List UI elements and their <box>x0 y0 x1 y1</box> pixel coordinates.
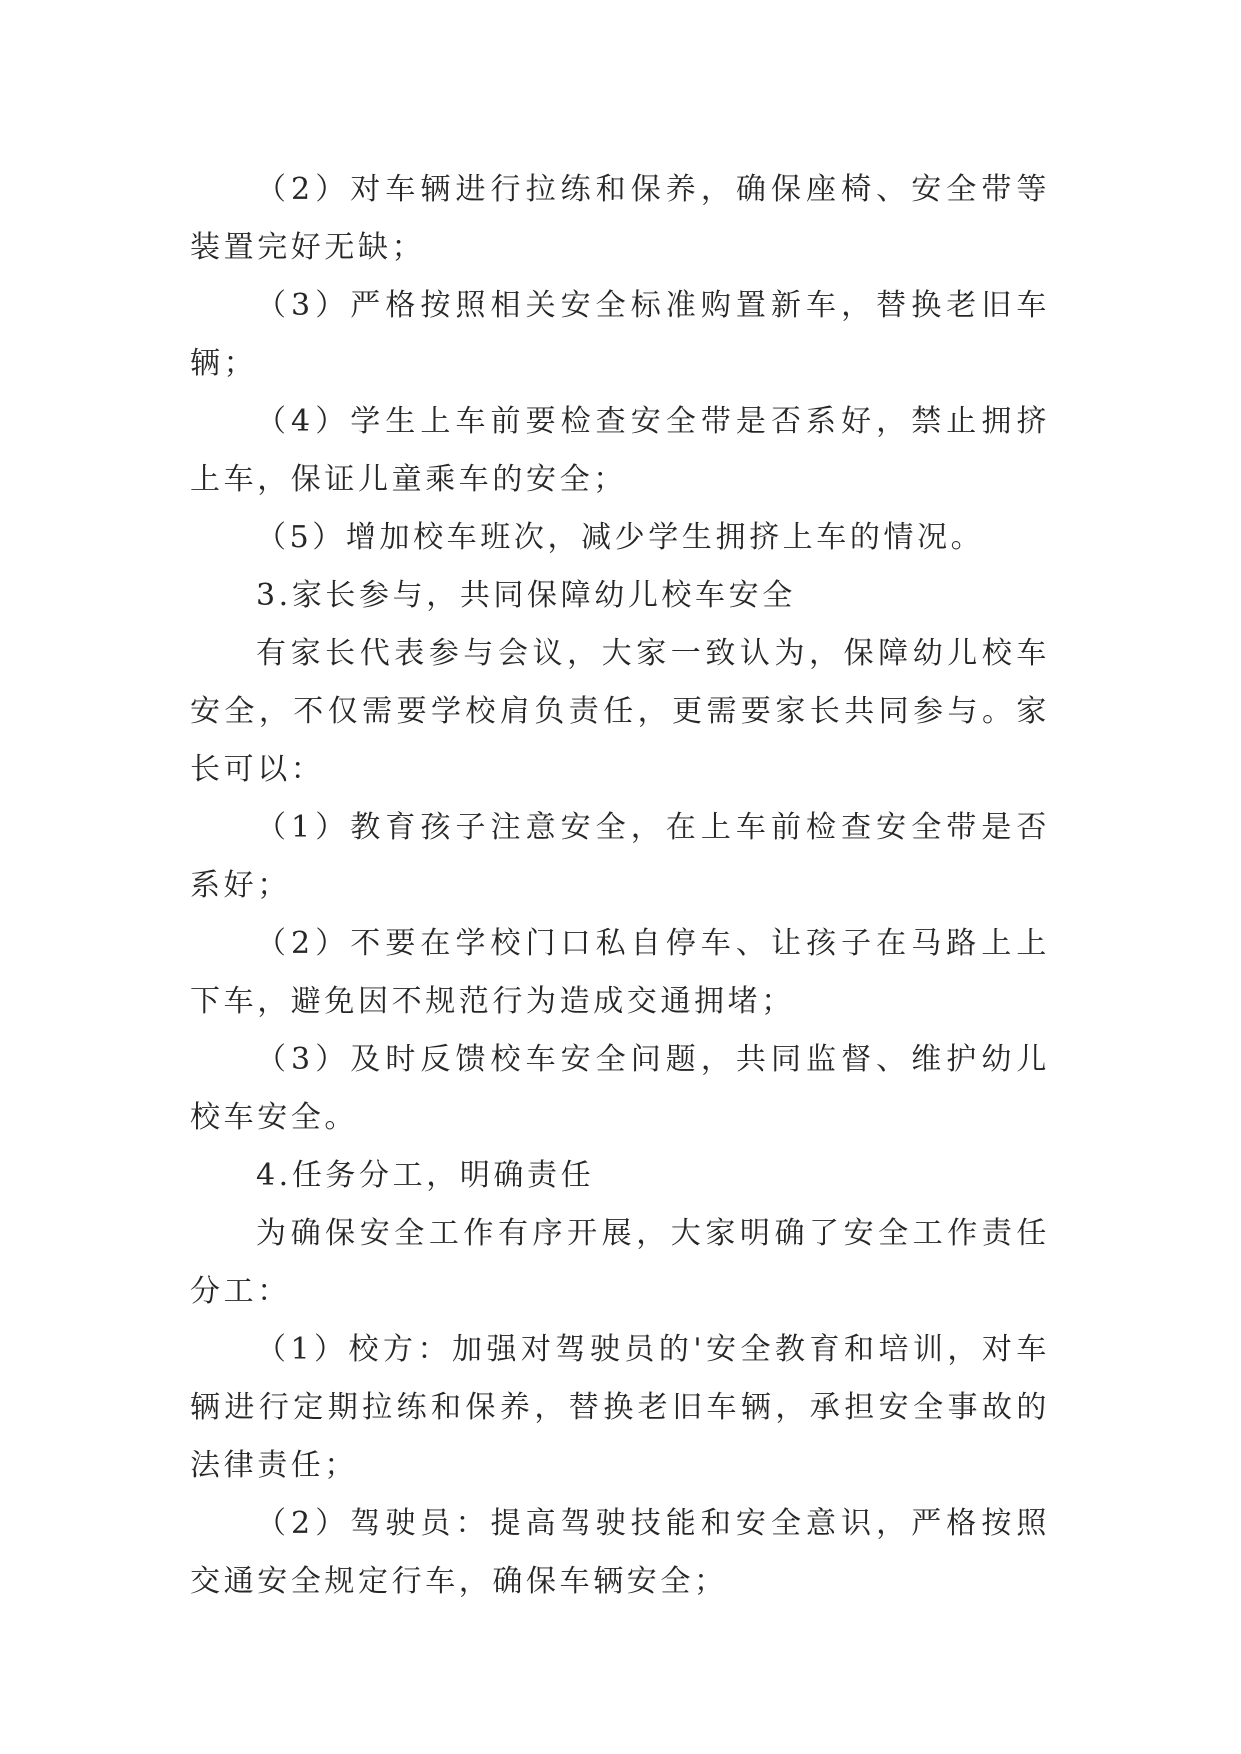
paragraph-report-issues: （3）及时反馈校车安全问题，共同监督、维护幼儿校车安全。 <box>190 1042 1050 1135</box>
paragraph-parents-intro: 有家长代表参与会议，大家一致认为，保障幼儿校车安全，不仅需要学校肩负责任，更需要家长共同参与。家长可以： <box>190 636 1050 787</box>
section-heading-task-division: 4.任务分工，明确责任 <box>256 1158 595 1193</box>
section-heading-parent-participation: 3.家长参与，共同保障幼儿校车安全 <box>256 578 796 613</box>
document-body <box>190 161 1050 1611</box>
paragraph-driver-duties: （2）驾驶员：提高驾驶技能和安全意识，严格按照交通安全规定行车，确保车辆安全； <box>190 1506 1050 1599</box>
paragraph-educate-children: （1）教育孩子注意安全，在上车前检查安全带是否系好； <box>190 810 1050 903</box>
paragraph-buy-new-buses: （3）严格按照相关安全标准购置新车，替换老旧车辆； <box>190 288 1050 381</box>
paragraph-bus-maintenance: （2）对车辆进行拉练和保养，确保座椅、安全带等装置完好无缺； <box>190 172 1050 265</box>
paragraph-school-duties: （1）校方：加强对驾驶员的'安全教育和培训，对车辆进行定期拉练和保养，替换老旧车辆，承担安全事故的法律责任； <box>190 1332 1050 1483</box>
paragraph-division-intro: 为确保安全工作有序开展，大家明确了安全工作责任分工： <box>190 1216 1050 1309</box>
paragraph-check-seatbelts: （4）学生上车前要检查安全带是否系好，禁止拥挤上车，保证儿童乘车的安全； <box>190 404 1050 497</box>
paragraph-no-private-parking: （2）不要在学校门口私自停车、让孩子在马路上上下车，避免因不规范行为造成交通拥堵； <box>190 926 1050 1019</box>
paragraph-more-bus-runs: （5）增加校车班次，减少学生拥挤上车的情况。 <box>256 520 985 555</box>
